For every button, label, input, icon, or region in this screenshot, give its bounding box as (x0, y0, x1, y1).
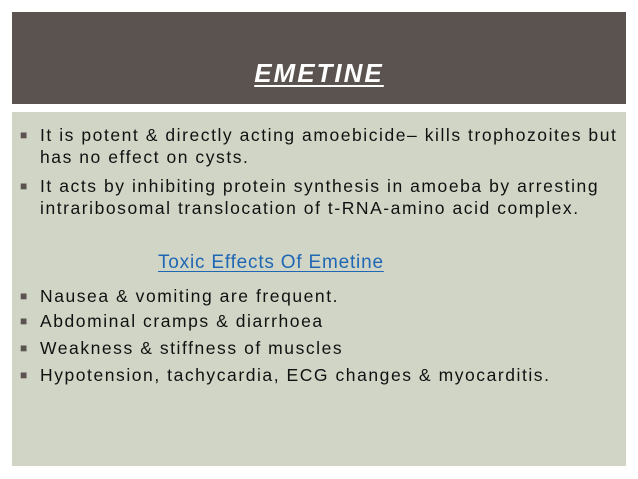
square-bullet-icon: ■ (20, 314, 29, 328)
square-bullet-icon: ■ (20, 128, 29, 142)
title-bar (12, 12, 626, 104)
bullet-text: It acts by inhibiting protein synthesis in amoeba by arresting intraribosomal translocation of t-RNA-amino acid complex. (40, 176, 600, 218)
bullet-text: Abdominal cramps & diarrhoea (40, 311, 324, 331)
bullet-item (20, 337, 620, 359)
square-bullet-icon: ■ (20, 179, 29, 193)
square-bullet-icon: ■ (20, 289, 29, 303)
bullet-text: It is potent & directly acting amoebicide– kills trophozoites but has no effect on cysts. (40, 125, 618, 167)
bullet-item (20, 364, 620, 386)
slide-title: EMETINE (254, 58, 384, 88)
square-bullet-icon: ■ (20, 368, 29, 382)
square-bullet-icon: ■ (20, 341, 29, 355)
bullet-item (20, 124, 620, 168)
toxic-effects-heading: Toxic Effects Of Emetine (158, 252, 384, 273)
content-area (12, 112, 626, 466)
bullet-item (20, 285, 620, 307)
bullet-text: Weakness & stiffness of muscles (40, 338, 344, 358)
bullet-item (20, 310, 620, 332)
bullet-item (20, 175, 620, 219)
bullet-text: Hypotension, tachycardia, ECG changes & myocarditis. (40, 365, 551, 385)
bullet-text: Nausea & vomiting are frequent. (40, 286, 340, 306)
